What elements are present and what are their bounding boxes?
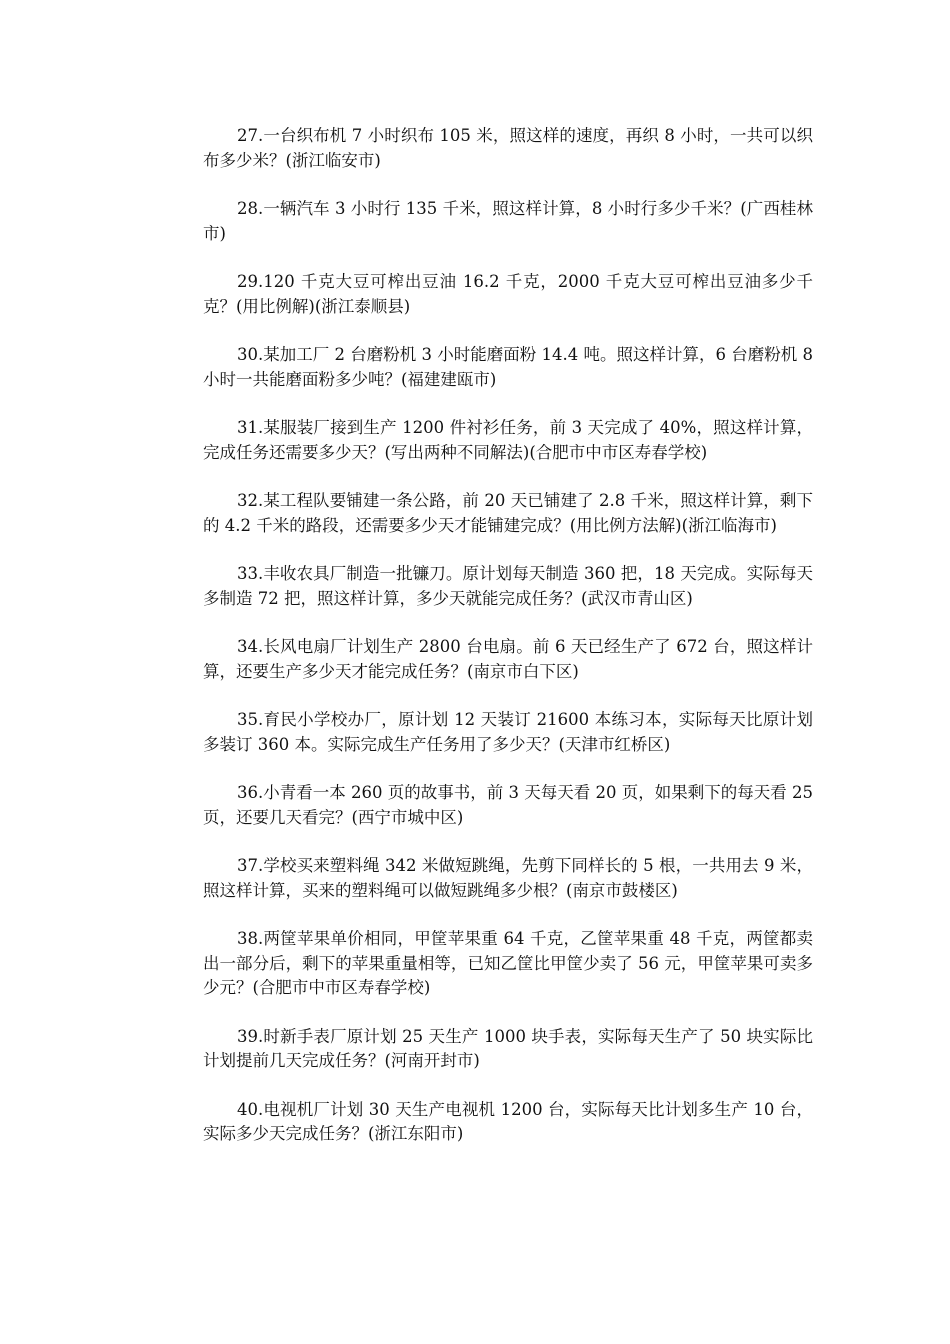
question-27: 27.一台织布机 7 小时织布 105 米，照这样的速度，再织 8 小时，一共可以织布多少米？(浙江临安市): [203, 126, 813, 170]
question-34: 34.长风电扇厂计划生产 2800 台电扇。前 6 天已经生产了 672 台，照这样计算，还要生产多少天才能完成任务？(南京市白下区): [203, 637, 813, 681]
question-36: 36.小青看一本 260 页的故事书，前 3 天每天看 20 页，如果剩下的每天看 25 页，还要几天看完？(西宁市城中区): [203, 783, 813, 827]
question-39: 39.时新手表厂原计划 25 天生产 1000 块手表，实际每天生产了 50 块实际比计划提前几天完成任务？(河南开封市): [203, 1026, 813, 1070]
question-31: 31.某服装厂接到生产 1200 件衬衫任务，前 3 天完成了 40%，照这样计算，完成任务还需要多少天？(写出两种不同解法)(合肥市中市区寿春学校): [203, 418, 813, 462]
question-29: 29.120 千克大豆可榨出豆油 16.2 千克，2000 千克大豆可榨出豆油多少千克？(用比例解)(浙江泰顺县): [203, 272, 813, 316]
question-37: 37.学校买来塑料绳 342 米做短跳绳，先剪下同样长的 5 根，一共用去 9 米，照这样计算，买来的塑料绳可以做短跳绳多少根？(南京市鼓楼区): [203, 856, 813, 900]
question-40: 40.电视机厂计划 30 天生产电视机 1200 台，实际每天比计划多生产 10 台，实际多少天完成任务？(浙江东阳市): [203, 1099, 813, 1143]
question-38: 38.两筐苹果单价相同，甲筐苹果重 64 千克，乙筐苹果重 48 千克，两筐都卖出一部分后，剩下的苹果重量相等，已知乙筐比甲筐少卖了 56 元，甲筐苹果可卖多少元？(合肥市中市区寿春学校): [203, 929, 813, 997]
question-35: 35.育民小学校办厂，原计划 12 天装订 21600 本练习本，实际每天比原计划多装订 360 本。实际完成生产任务用了多少天？(天津市红桥区): [203, 710, 813, 754]
question-28: 28.一辆汽车 3 小时行 135 千米，照这样计算，8 小时行多少千米？(广西桂林市): [203, 199, 813, 243]
question-32: 32.某工程队要铺建一条公路，前 20 天已铺建了 2.8 千米，照这样计算，剩下的 4.2 千米的路段，还需要多少天才能铺建完成？(用比例方法解)(浙江临海市): [203, 491, 813, 535]
question-30: 30.某加工厂 2 台磨粉机 3 小时能磨面粉 14.4 吨。照这样计算，6 台磨粉机 8 小时一共能磨面粉多少吨？(福建建瓯市): [203, 345, 813, 389]
question-33: 33.丰收农具厂制造一批镰刀。原计划每天制造 360 把，18 天完成。实际每天多制造 72 把，照这样计算，多少天就能完成任务？(武汉市青山区): [203, 564, 813, 608]
question-list: [203, 124, 813, 1171]
